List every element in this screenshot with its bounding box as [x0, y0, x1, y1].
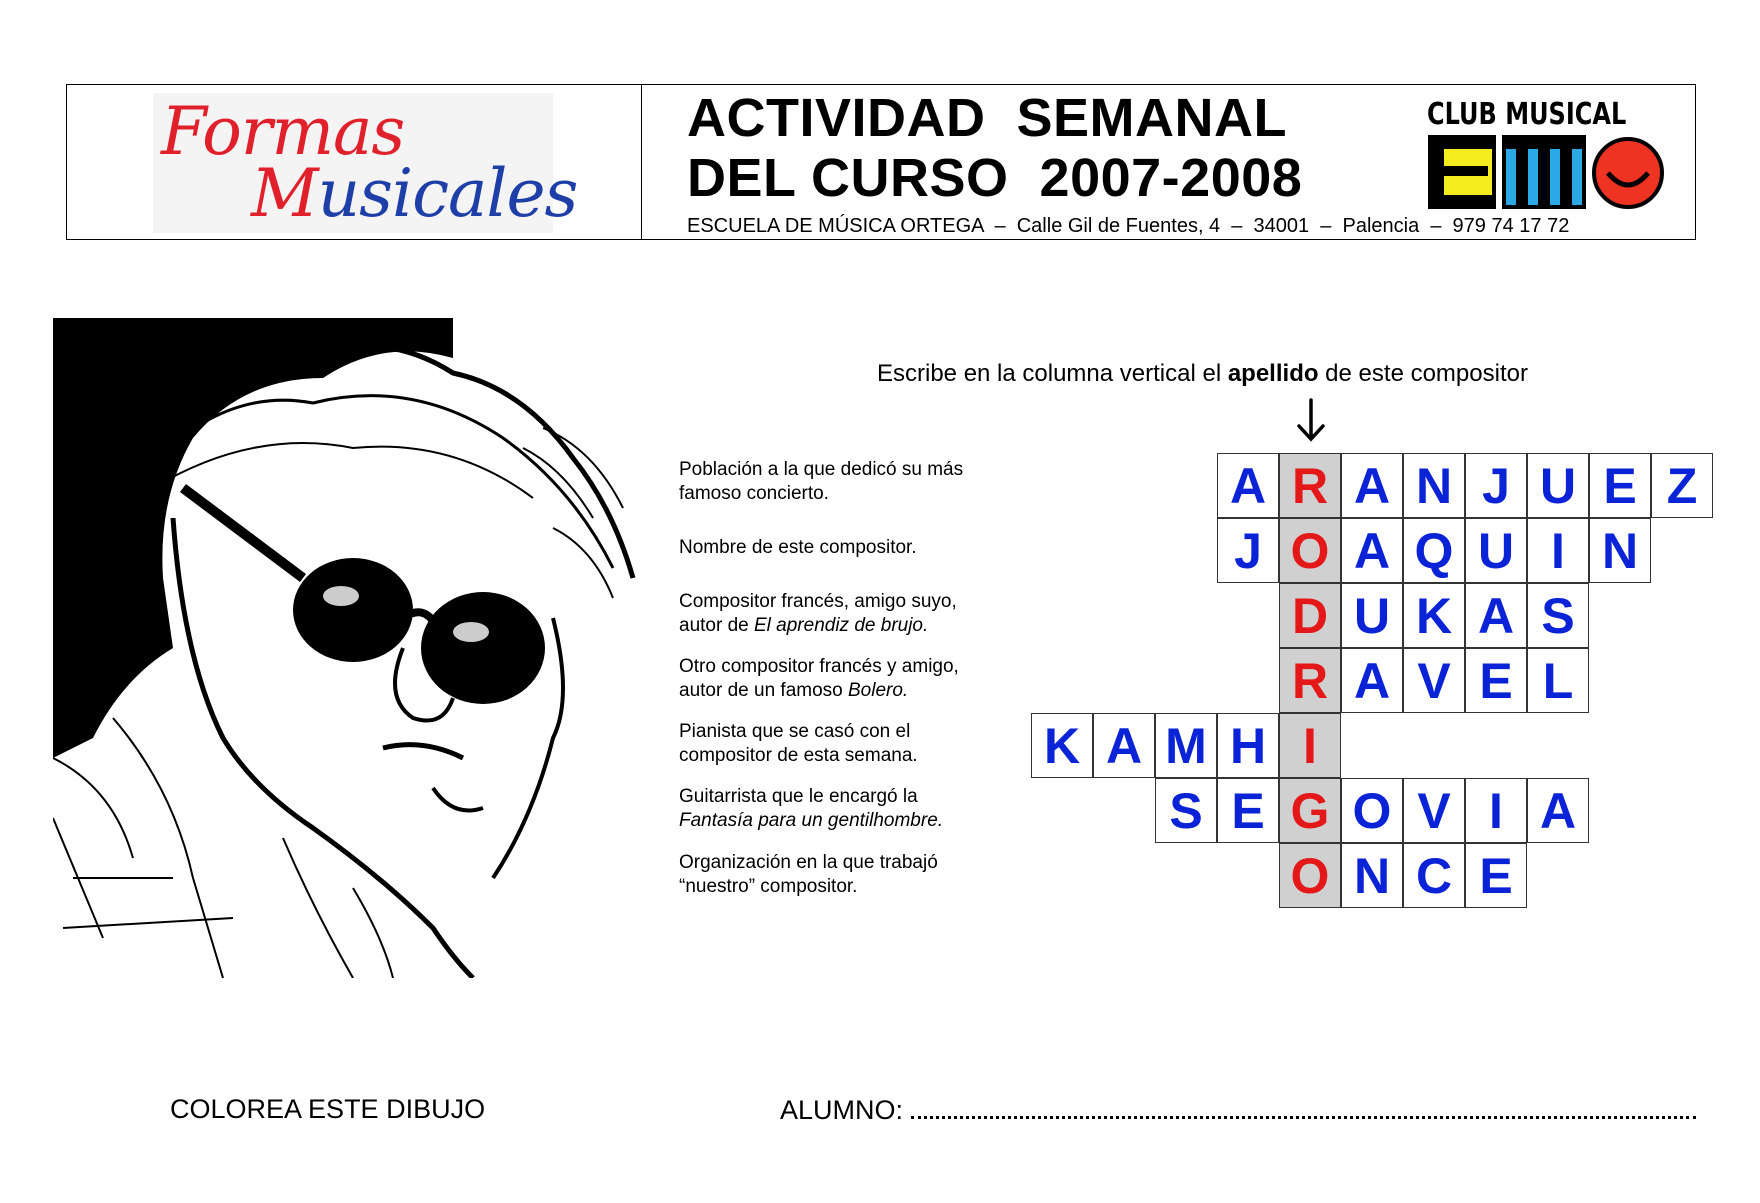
crossword-cell[interactable]: A	[1341, 453, 1403, 518]
clue-5-line1: Pianista que se casó con el	[679, 721, 911, 742]
crossword-cell[interactable]: N	[1403, 453, 1465, 518]
instruction-after: de este compositor	[1318, 360, 1528, 387]
clue-7-line1: Organización en la que trabajó	[679, 852, 938, 873]
crossword-cell[interactable]: U	[1341, 583, 1403, 648]
clue-4-line1: Otro compositor francés y amigo,	[679, 656, 959, 677]
crossword-key-cell[interactable]: O	[1279, 843, 1341, 908]
crossword-cell[interactable]: J	[1465, 453, 1527, 518]
crossword-cell[interactable]: J	[1217, 518, 1279, 583]
crossword-cell[interactable]: U	[1465, 518, 1527, 583]
school-address: ESCUELA DE MÚSICA ORTEGA – Calle Gil de Fuentes, 4 – 34001 – Palencia – 979 74 17 72	[687, 215, 1570, 237]
crossword-cell[interactable]: C	[1403, 843, 1465, 908]
club-emo-logo-icon	[1428, 133, 1668, 213]
composer-caricature-icon	[53, 318, 643, 978]
student-name-field[interactable]	[780, 1094, 1696, 1126]
clue-6-line2-italic: Fantasía para un gentilhombre.	[679, 810, 944, 831]
clue-7	[679, 851, 938, 899]
crossword-cell[interactable]: K	[1031, 713, 1093, 778]
crossword-cell[interactable]: Z	[1651, 453, 1713, 518]
clue-4	[679, 655, 959, 703]
clue-3-line2-italic: El aprendiz de brujo.	[754, 615, 929, 636]
crossword-cell[interactable]: N	[1589, 518, 1651, 583]
color-drawing-label: COLOREA ESTE DIBUJO	[170, 1094, 486, 1124]
crossword-cell[interactable]: M	[1155, 713, 1217, 778]
logo-line2	[251, 155, 577, 232]
clue-3-line2-prefix: autor de	[679, 615, 754, 636]
crossword-cell[interactable]: K	[1403, 583, 1465, 648]
crossword-key-cell[interactable]: D	[1279, 583, 1341, 648]
crossword-cell[interactable]: E	[1589, 453, 1651, 518]
clue-2	[679, 536, 917, 560]
clue-1-line1: Población a la que dedicó su más	[679, 459, 964, 480]
clue-4-line2-italic: Bolero.	[848, 680, 909, 701]
clue-2-line1: Nombre de este compositor.	[679, 537, 917, 558]
title-line1: ACTIVIDAD SEMANAL	[687, 88, 1287, 148]
instruction-text	[877, 360, 1528, 388]
crossword-key-cell[interactable]: R	[1279, 453, 1341, 518]
crossword-cell[interactable]: Q	[1403, 518, 1465, 583]
clue-6-line1: Guitarrista que le encargó la	[679, 786, 918, 807]
crossword-key-cell[interactable]: O	[1279, 518, 1341, 583]
header-divider	[641, 85, 642, 239]
student-label: ALUMNO:	[780, 1095, 911, 1125]
crossword-cell[interactable]: L	[1527, 648, 1589, 713]
instruction-before: Escribe en la columna vertical el	[877, 360, 1228, 387]
crossword-cell[interactable]: E	[1465, 843, 1527, 908]
crossword-cell[interactable]: A	[1465, 583, 1527, 648]
clue-7-line2: “nuestro” compositor.	[679, 876, 858, 897]
logo-line2-initial: M	[251, 155, 318, 232]
title-line2: DEL CURSO 2007-2008	[687, 148, 1303, 208]
crossword-key-cell[interactable]: G	[1279, 778, 1341, 843]
crossword-cell[interactable]: S	[1155, 778, 1217, 843]
crossword-cell[interactable]: A	[1341, 518, 1403, 583]
clue-4-line2	[679, 679, 959, 703]
clue-3-line1: Compositor francés, amigo suyo,	[679, 591, 957, 612]
clue-6-line2	[679, 809, 943, 833]
clue-6	[679, 785, 943, 833]
crossword-cell[interactable]: A	[1527, 778, 1589, 843]
clue-5	[679, 720, 918, 768]
crossword-cell[interactable]: A	[1341, 648, 1403, 713]
clue-1-line2: famoso concierto.	[679, 483, 829, 504]
crossword-cell[interactable]: I	[1527, 518, 1589, 583]
instruction-bold: apellido	[1227, 360, 1319, 387]
crossword-cell[interactable]: H	[1217, 713, 1279, 778]
header-box	[66, 84, 1696, 240]
crossword-key-cell[interactable]: R	[1279, 648, 1341, 713]
crossword-cell[interactable]: V	[1403, 778, 1465, 843]
student-name-dotted-line[interactable]	[911, 1094, 1696, 1119]
crossword-cell[interactable]: N	[1341, 843, 1403, 908]
clue-3-line2	[679, 614, 957, 638]
crossword-cell[interactable]: A	[1217, 453, 1279, 518]
crossword-cell[interactable]: U	[1527, 453, 1589, 518]
logo-line1: Formas	[161, 93, 405, 170]
crossword-cell[interactable]: E	[1217, 778, 1279, 843]
crossword-cell[interactable]: I	[1465, 778, 1527, 843]
logo-line2-rest: usicales	[317, 155, 578, 232]
crossword-cell[interactable]: E	[1465, 648, 1527, 713]
crossword-cell[interactable]: S	[1527, 583, 1589, 648]
crossword-cell[interactable]: A	[1093, 713, 1155, 778]
clue-4-line2-prefix: autor de un famoso	[679, 680, 848, 701]
crossword-key-cell[interactable]: I	[1279, 713, 1341, 778]
clue-5-line2: compositor de esta semana.	[679, 745, 918, 766]
clue-3	[679, 590, 957, 638]
clue-1	[679, 458, 963, 506]
club-musical-label: CLUB MUSICAL	[1427, 97, 1627, 132]
crossword-cell[interactable]: V	[1403, 648, 1465, 713]
formas-musicales-logo	[153, 93, 578, 233]
down-arrow-icon	[1294, 398, 1328, 442]
crossword-cell[interactable]: O	[1341, 778, 1403, 843]
